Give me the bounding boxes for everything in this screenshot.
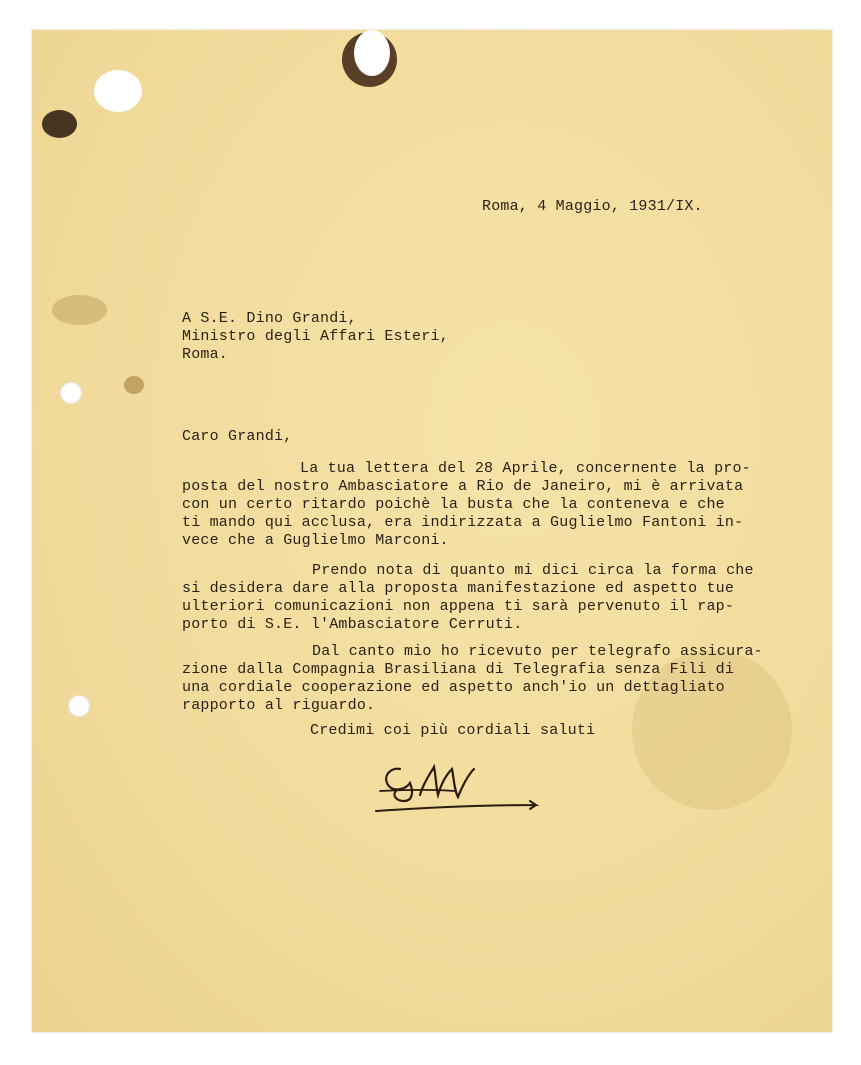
- date-line: Roma, 4 Maggio, 1931/IX.: [482, 198, 703, 215]
- salutation: Caro Grandi,: [182, 428, 293, 445]
- burn-hole-left: [94, 70, 142, 112]
- address-line-2: Ministro degli Affari Esteri,: [182, 328, 449, 345]
- stain-burn-left: [42, 110, 77, 138]
- stain-left: [52, 295, 107, 325]
- paragraph-2-line-2: si desidera dare alla proposta manifestazione ed aspetto tue: [182, 580, 735, 597]
- punch-hole-upper: [60, 382, 82, 404]
- paragraph-2-line-1: Prendo nota di quanto mi dici circa la forma che: [312, 562, 754, 579]
- paragraph-3-line-3: una cordiale cooperazione ed aspetto anch'io un dettagliato: [182, 679, 725, 696]
- paragraph-1-line-3: con un certo ritardo poichè la busta che la conteneva e che: [182, 496, 725, 513]
- paragraph-2-line-4: porto di S.E. l'Ambasciatore Cerruti.: [182, 616, 523, 633]
- paragraph-3-line-2: zione dalla Compagnia Brasiliana di Telegrafia senza Fili di: [182, 661, 735, 678]
- paragraph-1-line-1: La tua lettera del 28 Aprile, concernente la pro-: [300, 460, 751, 477]
- closing-line: Credimi coi più cordiali saluti: [310, 722, 596, 739]
- punch-hole-lower: [68, 695, 90, 717]
- paragraph-3-line-4: rapporto al riguardo.: [182, 697, 376, 714]
- address-line-1: A S.E. Dino Grandi,: [182, 310, 357, 327]
- burn-hole-top: [354, 30, 390, 76]
- signature: [370, 755, 545, 820]
- letter-sheet: [32, 30, 832, 1032]
- paragraph-2-line-3: ulteriori comunicazioni non appena ti sarà pervenuto il rap-: [182, 598, 735, 615]
- address-line-3: Roma.: [182, 346, 229, 363]
- paragraph-3-line-1: Dal canto mio ho ricevuto per telegrafo assicura-: [312, 643, 763, 660]
- paragraph-1-line-4: ti mando qui acclusa, era indirizzata a Guglielmo Fantoni in-: [182, 514, 744, 531]
- paragraph-1-line-2: posta del nostro Ambasciatore a Rio de Janeiro, mi è arrivata: [182, 478, 744, 495]
- paragraph-1-line-5: vece che a Guglielmo Marconi.: [182, 532, 449, 549]
- stain-small: [124, 376, 144, 394]
